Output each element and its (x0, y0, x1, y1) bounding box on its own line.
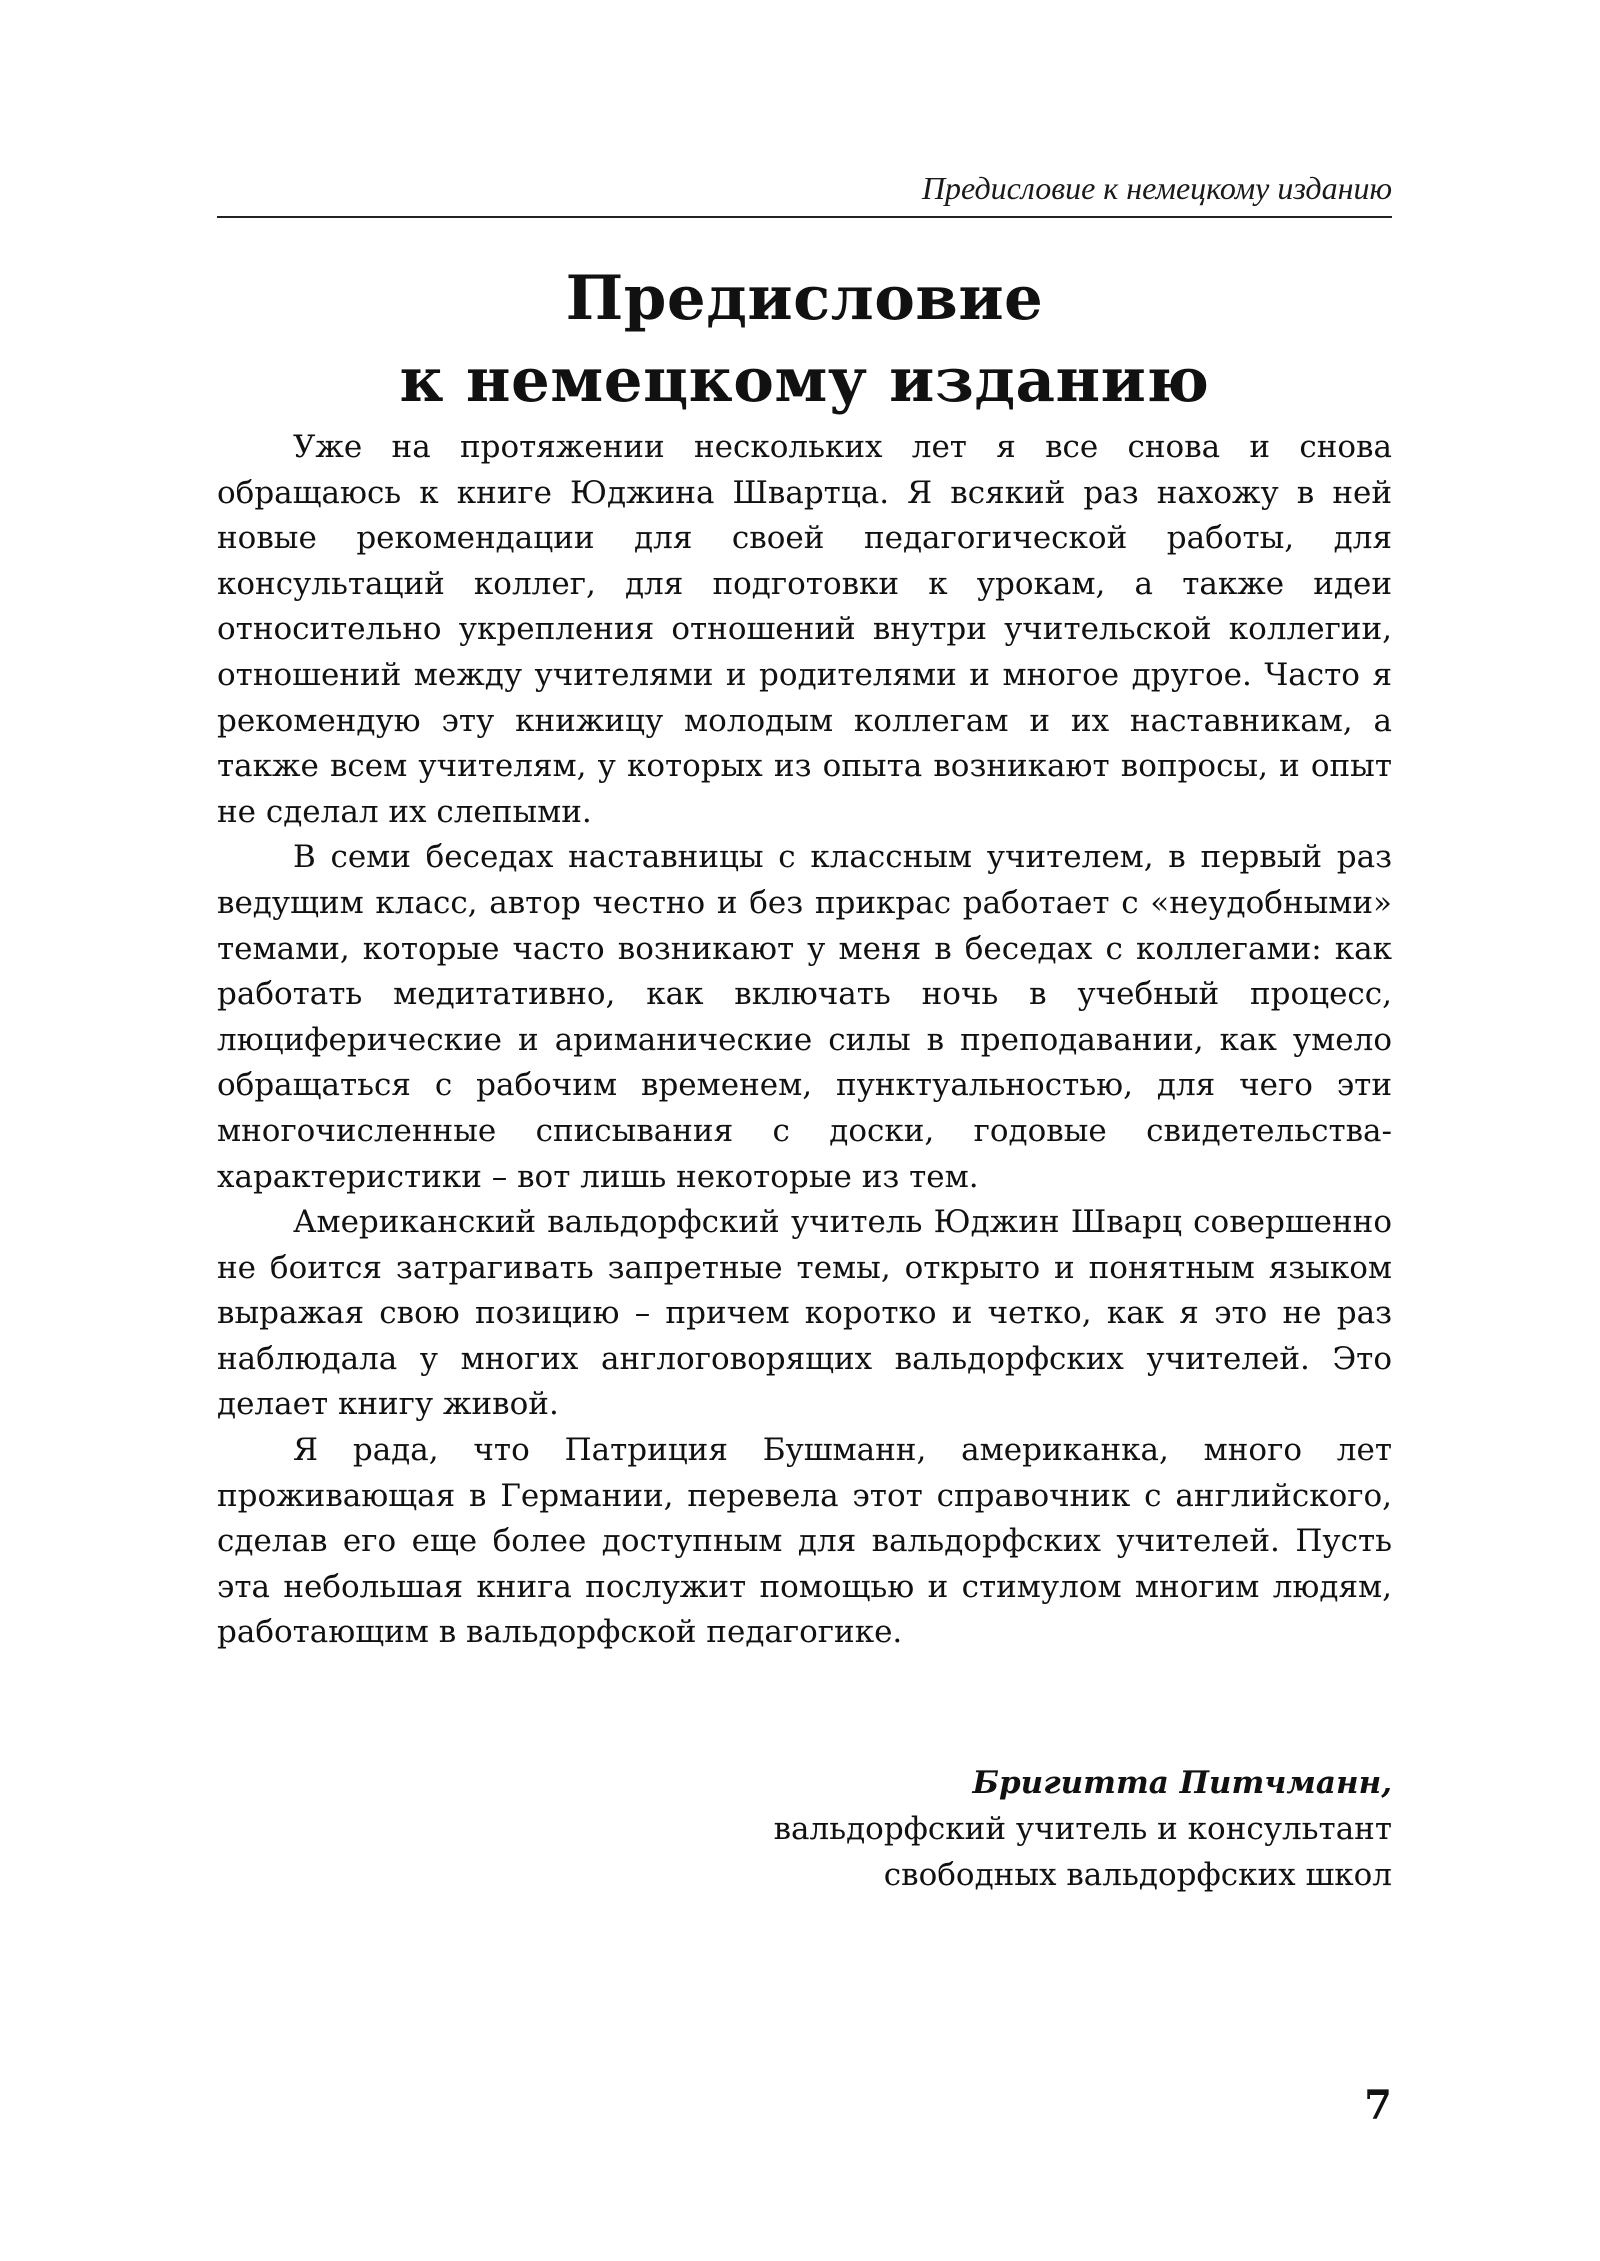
signature-name-suffix: , (1381, 1765, 1392, 1801)
signature-affiliation: свободных вальдорфских школ (883, 1857, 1392, 1893)
page-title-line-2: к немецкому изданию (399, 345, 1210, 416)
signature-role: вальдорфский учитель и консультант (773, 1811, 1392, 1847)
running-header: Предисловие к немецкому изданию (921, 170, 1392, 206)
paragraph-3: Американский вальдорфский учитель Юджин Шварц совершенно не боится затрагивать запретные темы, открыто и понятным языком выражая свою позицию – причем коротко и четко, как я это не раз наблюдала у многих англоговорящих вальдорфских учителей. Это делает книгу живой. (217, 1204, 1392, 1423)
paragraph-2: В семи беседах наставницы с классным учителем, в первый раз ведущим класс, автор честно и без прикрас работает с «неудобными» темами, которые часто возникают у меня в беседах с коллегами: как работать медитативно, как включать ночь в учебный процесс, люциферические и ариманические силы в преподавании, как умело обращаться с рабочим временем, пунктуальностью, для чего эти многочисленные списывания с доски, годовые свидетельства-характеристики – вот лишь некоторые из тем. (217, 839, 1392, 1195)
paragraph-1: Уже на протяжении нескольких лет я все снова и снова обращаюсь к книге Юджина Швартца. Я всякий раз нахожу в ней новые рекомендации для своей педагогической работы, для консультаций коллег, для подготовки к урокам, а также идеи относительно укрепления отношений внутри учительской коллегии, отношений между учителями и родителями и многое другое. Часто я рекомендую эту книжицу молодым коллегам и их наставникам, а также всем учителям, у которых из опыта возникают вопросы, и опыт не сделал их слепыми. (217, 429, 1392, 830)
page-number: 7 (1364, 2082, 1392, 2129)
signature-block (617, 1760, 1392, 1898)
signature-name: Бригитта Питчманн (972, 1765, 1382, 1801)
body-text (217, 425, 1392, 1656)
page-title (217, 258, 1392, 422)
page-title-line-1: Предисловие (565, 263, 1044, 334)
header-rule (217, 216, 1392, 218)
paragraph-4: Я рада, что Патриция Бушманн, американка, много лет проживающая в Германии, перевела этот справочник с английского, сделав его еще более доступным для вальдорфских учителей. Пусть эта небольшая книга послужит помощью и стимулом многим людям, работающим в вальдорфской педагогике. (217, 1432, 1392, 1651)
signature-name-line (617, 1760, 1392, 1806)
